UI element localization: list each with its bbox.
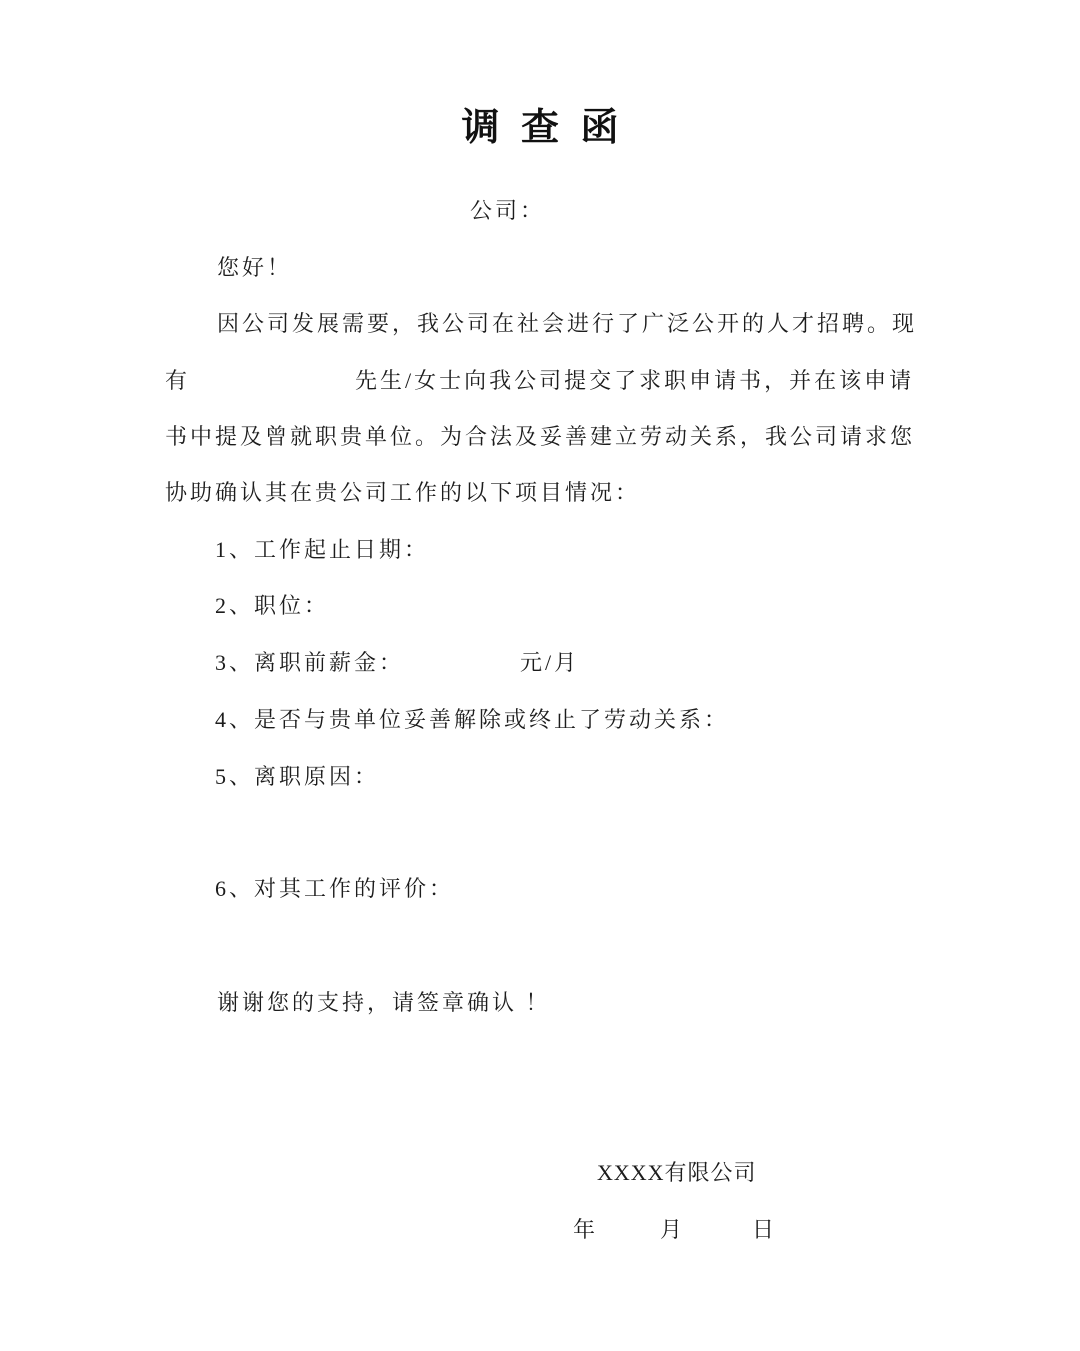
- body-line-3: 书中提及曾就职贵单位。为合法及妥善建立劳动关系，我公司请求您: [165, 424, 916, 449]
- item-5-label: 5、离职原因：: [215, 764, 380, 789]
- date-month-label: 月: [660, 1217, 686, 1242]
- body-line-2-start: 有: [165, 368, 191, 393]
- date-year-label: 年: [573, 1217, 599, 1242]
- item-6-label: 6、对其工作的评价：: [215, 876, 455, 901]
- body-line-4: 协助确认其在贵公司工作的以下项目情况：: [165, 480, 641, 505]
- item-1-label: 1、工作起止日期：: [215, 537, 430, 562]
- body-line-2-rest: 先生/女士向我公司提交了求职申请书，并在该申请: [355, 368, 915, 393]
- company-signature: XXXX有限公司: [597, 1160, 757, 1185]
- item-3-unit: 元/月: [520, 650, 580, 675]
- document-title: 调 查 函: [461, 107, 625, 149]
- item-2-label: 2、职位：: [215, 593, 330, 618]
- body-line-1: 因公司发展需要，我公司在社会进行了广泛公开的人才招聘。现: [217, 311, 918, 336]
- item-4-label: 4、是否与贵单位妥善解除或终止了劳动关系：: [215, 707, 730, 732]
- greeting: 您好！: [217, 255, 293, 280]
- closing-line: 谢谢您的支持，请签章确认 ！: [217, 990, 551, 1015]
- recipient-line: 公司：: [470, 198, 546, 223]
- date-day-label: 日: [752, 1217, 778, 1242]
- item-3-label: 3、离职前薪金：: [215, 650, 405, 675]
